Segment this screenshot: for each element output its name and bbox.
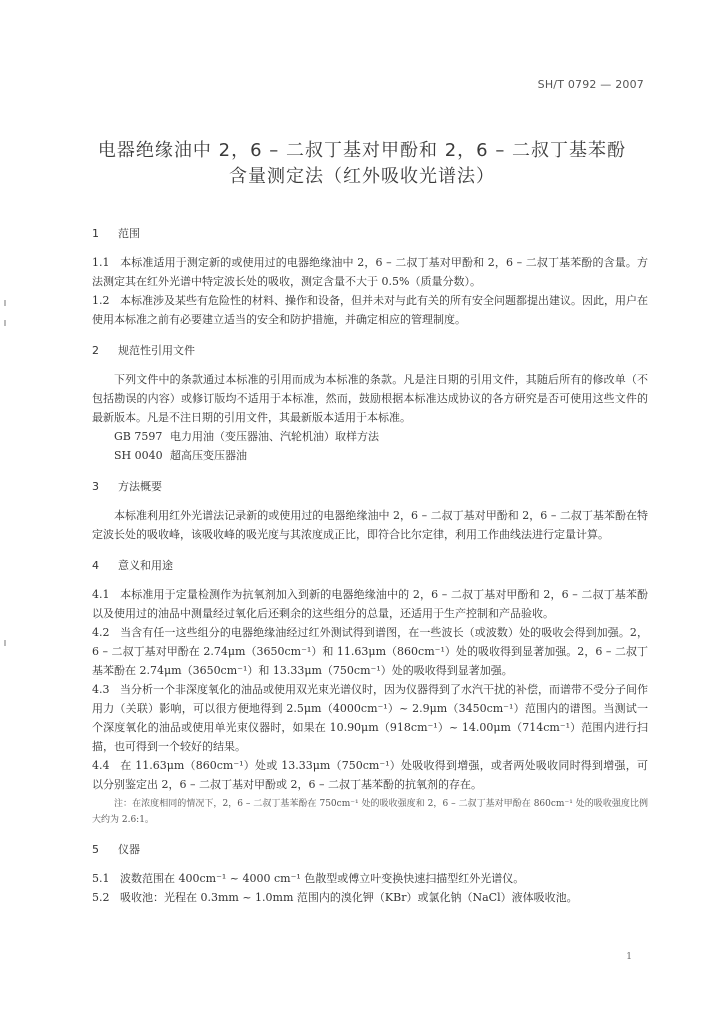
section-title: 方法概要 xyxy=(118,480,162,493)
clause-4-3 xyxy=(92,680,648,756)
clause-5-2 xyxy=(92,888,648,907)
clause-number: 4.3 xyxy=(92,683,110,696)
clause-text: 本标准用于定量检测作为抗氧剂加入到新的电器绝缘油中的 2，6 – 二叔丁基对甲酚和 2，6 – 二叔丁基苯酚以及使用过的油品中测量经过氧化后还剩余的这些组分的总量，还适用于生产控制和产品验收。 xyxy=(92,588,648,620)
reference-code: GB 7597 xyxy=(114,430,163,443)
margin-mark xyxy=(4,320,6,326)
clause-number: 5.1 xyxy=(92,872,110,885)
clause-number: 4.4 xyxy=(92,759,110,772)
clause-4-1 xyxy=(92,585,648,623)
clause-number: 1.2 xyxy=(92,294,110,307)
clause-number: 5.2 xyxy=(92,891,110,904)
clause-text: 本标准适用于测定新的或使用过的电器绝缘油中 2，6 – 二叔丁基对甲酚和 2，6 – 二叔丁基苯酚的含量。方法测定其在红外光谱中特定波长处的吸收，测定含量不大于 0.5%（质量分数）。 xyxy=(92,256,648,288)
clause-number: 4.2 xyxy=(92,626,110,639)
section-heading-1 xyxy=(92,224,648,243)
reference-code: SH 0040 xyxy=(114,449,163,462)
clause-text: 波数范围在 400cm⁻¹ ~ 4000 cm⁻¹ 色散型或傅立叶变换快速扫描型红外光谱仪。 xyxy=(120,872,525,885)
section-2-paragraph: 下列文件中的条款通过本标准的引用而成为本标准的条款。凡是注日期的引用文件，其随后所有的修改单（不包括勘误的内容）或修订版均不适用于本标准，然而，鼓励根据本标准达成协议的各方研究是否可使用这些文件的最新版本。凡是不注日期的引用文件，其最新版本适用于本标准。 xyxy=(92,373,648,424)
clause-number: 4.1 xyxy=(92,588,110,601)
section-title: 意义和用途 xyxy=(118,559,173,572)
section-heading-3 xyxy=(92,477,648,496)
section-title: 范围 xyxy=(118,227,140,240)
section-4-note: 注：在浓度相同的情况下，2，6 – 二叔丁基苯酚在 750cm⁻¹ 处的吸收强度和 2，6 – 二叔丁基对甲酚在 860cm⁻¹ 处的吸收强度比例大约为 2.6:1。 xyxy=(92,799,648,825)
clause-text: 当分析一个非深度氧化的油品或使用双光束光谱仪时，因为仪器得到了水汽干扰的补偿，而谱带不受分子间作用力（关联）影响，可以很方便地得到 2.5μm（4000cm⁻¹）~ 2.9μm（3450cm⁻¹）范围内的谱图。当测试一个深度氧化的油品或使用单光束仪器时，如果在 10.90μm（918cm⁻¹）~ 14.00μm（714cm⁻¹）范围内进行扫描，也可得到一个较好的结果。 xyxy=(92,683,648,753)
document-code: SH/T 0792 — 2007 xyxy=(537,78,644,91)
reference-item xyxy=(114,446,648,465)
section-3-paragraph: 本标准利用红外光谱法记录新的或使用过的电器绝缘油中 2，6 – 二叔丁基对甲酚和 2，6 – 二叔丁基苯酚在特定波长处的吸收峰，该吸收峰的吸光度与其浓度成正比，即符合比尔定律，利用工作曲线法进行定量计算。 xyxy=(92,509,648,541)
section-number: 5 xyxy=(92,843,99,856)
reference-name: 超高压变压器油 xyxy=(170,449,247,462)
clause-text: 吸收池：光程在 0.3mm ~ 1.0mm 范围内的溴化钾（KBr）或氯化钠（NaCl）液体吸收池。 xyxy=(120,891,578,904)
clause-1-1 xyxy=(92,253,648,291)
section-heading-5 xyxy=(92,840,648,859)
clause-text: 当含有任一这些组分的电器绝缘油经过红外测试得到谱图，在一些波长（或波数）处的吸收会得到加强。2，6 – 二叔丁基对甲酚在 2.74μm（3650cm⁻¹）和 11.63μm（860cm⁻¹）处的吸收得到显著加强。2，6 – 二叔丁基苯酚在 2.74μm（3650cm⁻¹）和 13.33μm（750cm⁻¹）处的吸收得到显著加强。 xyxy=(92,626,648,677)
clause-text: 本标准涉及某些有危险性的材料、操作和设备，但并未对与此有关的所有安全问题都提出建议。因此，用户在使用本标准之前有必要建立适当的安全和防护措施，并确定相应的管理制度。 xyxy=(92,294,648,326)
document-body xyxy=(92,224,648,907)
clause-5-1 xyxy=(92,869,648,888)
clause-number: 1.1 xyxy=(92,256,110,269)
document-title-line-2: 含量测定法（红外吸收光谱法） xyxy=(229,166,495,187)
section-number: 3 xyxy=(92,480,99,493)
section-number: 4 xyxy=(92,559,99,572)
margin-mark xyxy=(4,640,6,646)
clause-4-4 xyxy=(92,756,648,794)
page-number: 1 xyxy=(626,952,632,962)
reference-name: 电力用油（变压器油、汽轮机油）取样方法 xyxy=(170,430,379,443)
section-title: 仪器 xyxy=(118,843,140,856)
reference-item xyxy=(114,427,648,446)
clause-text: 在 11.63μm（860cm⁻¹）处或 13.33μm（750cm⁻¹）处吸收得到增强，或者两处吸收同时得到增强，可以分别鉴定出 2，6 – 二叔丁基对甲酚或 2，6 – 二叔丁基苯酚的抗氧剂的存在。 xyxy=(92,759,648,791)
section-number: 1 xyxy=(92,227,99,240)
section-number: 2 xyxy=(92,344,99,357)
margin-mark xyxy=(4,300,6,306)
document-title-line-1: 电器绝缘油中 2，6 – 二叔丁基对甲酚和 2，6 – 二叔丁基苯酚 xyxy=(97,140,627,161)
section-heading-2 xyxy=(92,341,648,360)
section-heading-4 xyxy=(92,556,648,575)
clause-1-2 xyxy=(92,291,648,329)
section-title: 规范性引用文件 xyxy=(118,344,195,357)
clause-4-2 xyxy=(92,623,648,680)
